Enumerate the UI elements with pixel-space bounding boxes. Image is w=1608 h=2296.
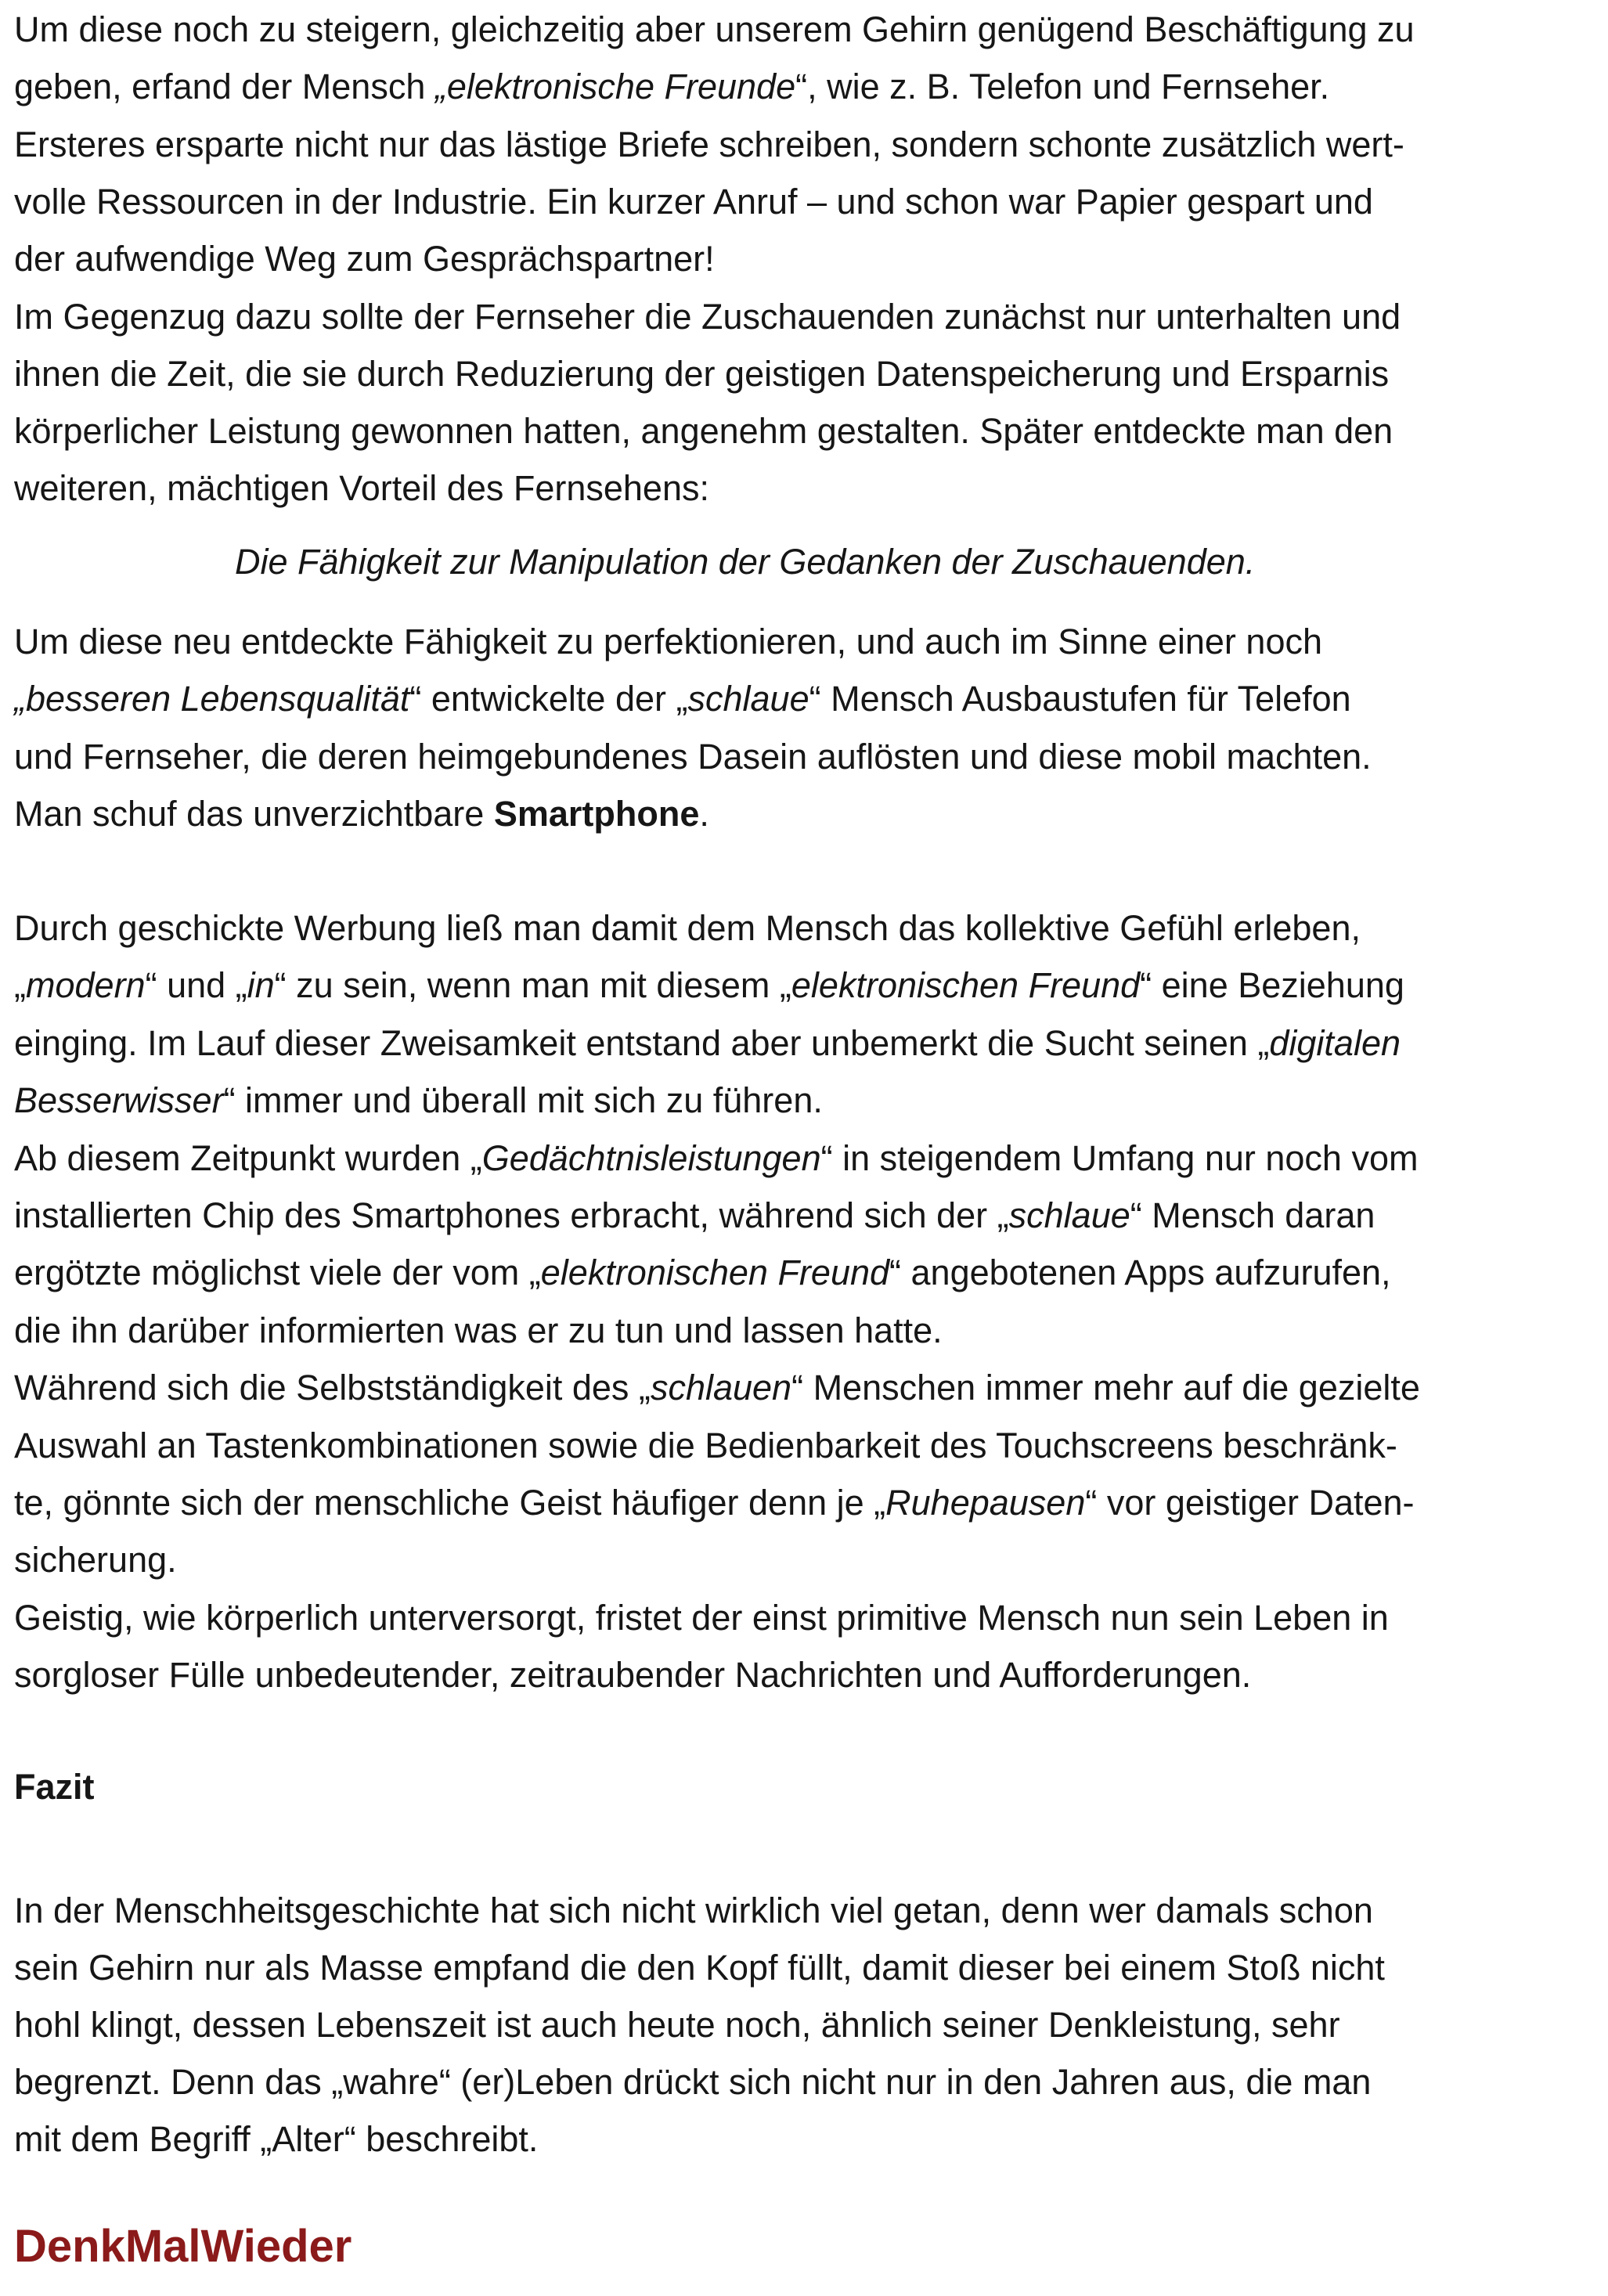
text-run: der aufwendige Weg zum Gesprächspartner! <box>14 239 715 279</box>
brand-signature: DenkMalWieder <box>14 2221 352 2272</box>
text-line <box>14 65 1329 109</box>
text-line <box>14 2118 538 2161</box>
text-run: In der Menschheitsgeschichte hat sich nicht wirklich viel getan, denn wer damals schon <box>14 1891 1373 1930</box>
text-line <box>14 1194 1375 1238</box>
text-line <box>14 2060 1371 2104</box>
heading-fazit: Fazit <box>14 1767 95 1807</box>
text-line <box>14 964 1404 1007</box>
italic-text: „elektronische Freunde <box>434 67 796 107</box>
text-line <box>14 1079 823 1123</box>
text-run: Während sich die Selbstständigkeit des „ <box>14 1368 651 1408</box>
text-run: “ in steigendem Umfang nur noch vom <box>820 1137 1419 1178</box>
text-run: Durch geschickte Werbung ließ man damit dem Mensch das kollektive Gefühl erleben, <box>14 908 1361 948</box>
text-run: “ eine Beziehung <box>1140 965 1404 1006</box>
italic-text: Besserwisser <box>14 1080 224 1121</box>
text-run: geben, erfand der Mensch <box>14 67 435 107</box>
text-line <box>14 677 1351 721</box>
text-run: “ Mensch daran <box>1130 1195 1375 1235</box>
text-line <box>14 1309 943 1353</box>
text-line <box>14 1366 1420 1410</box>
text-run: mit dem Begriff „Alter“ beschreibt. <box>14 2119 539 2159</box>
text-run: ihnen die Zeit, die sie durch Reduzierung der geistigen Datenspeicherung und Ersparnis <box>14 353 1390 394</box>
text-run: te, gönnte sich der menschliche Geist häufiger denn je „ <box>14 1483 886 1523</box>
text-line <box>14 1022 1401 1065</box>
text-run: volle Ressourcen in der Industrie. Ein kurzer Anruf – und schon war Papier gespart und <box>14 181 1373 222</box>
italic-text: Ruhepausen <box>885 1483 1086 1523</box>
italic-text: digitalen <box>1269 1022 1401 1063</box>
text-line <box>14 1596 1389 1640</box>
text-line <box>14 409 1393 453</box>
text-run: sorgloser Fülle unbedeutender, zeitraubender Nachrichten und Aufforderungen. <box>14 1655 1252 1696</box>
italic-text: in <box>247 965 275 1006</box>
text-run: “ immer und überall mit sich zu führen. <box>223 1080 823 1121</box>
text-run: installierten Chip des Smartphones erbracht, während sich der „ <box>14 1195 1009 1235</box>
text-run: körperlicher Leistung gewonnen hatten, angenehm gestalten. Später entdeckte man den <box>14 411 1393 452</box>
text-run: “, wie z. B. Telefon und Fernseher. <box>795 67 1330 107</box>
text-run: Ersteres ersparte nicht nur das lästige Briefe schreiben, sondern schonte zusätzlich wert- <box>14 124 1404 164</box>
text-run: Um diese neu entdeckte Fähigkeit zu perfektionieren, und auch im Sinne einer noch <box>14 622 1322 661</box>
text-run: weiteren, mächtigen Vorteil des Fernsehens: <box>14 468 709 509</box>
text-run: Im Gegenzug dazu sollte der Fernseher die Zuschauenden zunächst nur unterhalten und <box>14 296 1401 337</box>
text-run: “ zu sein, wenn man mit diesem „ <box>274 965 791 1006</box>
text-line <box>14 735 1372 779</box>
text-run: einging. Im Lauf dieser Zweisamkeit entstand aber unbemerkt die Sucht seinen „ <box>14 1022 1270 1063</box>
text-line <box>14 1424 1397 1468</box>
text-run: begrenzt. Denn das „wahre“ (er)Leben drückt sich nicht nur in den Jahren aus, die man <box>14 2062 1372 2102</box>
text-line <box>14 1653 1251 1697</box>
text-run: “ Menschen immer mehr auf die gezielte <box>791 1368 1420 1408</box>
text-run: die ihn darüber informierten was er zu tun und lassen hatte. <box>14 1310 943 1350</box>
text-line <box>14 620 1322 664</box>
italic-text: „besseren Lebensqualität <box>14 679 410 719</box>
text-line <box>14 295 1401 339</box>
text-run: Man schuf das unverzichtbare <box>14 793 494 834</box>
text-run: und Fernseher, die deren heimgebundenes Dasein auflösten und diese mobil machten. <box>14 736 1372 777</box>
text-run: Um diese noch zu steigern, gleichzeitig aber unserem Gehirn genügend Beschäftigung zu <box>14 9 1415 49</box>
text-line <box>14 792 709 836</box>
text-run: ergötzte möglichst viele der vom „ <box>14 1253 541 1293</box>
text-line <box>14 1137 1418 1180</box>
italic-text: elektronischen Freund <box>540 1253 890 1293</box>
text-run: “ angebotenen Apps aufzurufen, <box>889 1253 1391 1293</box>
text-line <box>14 1946 1385 1990</box>
text-run: Geistig, wie körperlich unterversorgt, fristet der einst primitive Mensch nun sein Leben in <box>14 1597 1389 1638</box>
text-run: . <box>699 793 709 834</box>
text-run: Ab diesem Zeitpunkt wurden „ <box>14 1137 482 1178</box>
text-run: “ und „ <box>145 965 247 1006</box>
text-line <box>14 907 1361 950</box>
text-run: “ entwickelte der „ <box>409 679 688 719</box>
italic-text: modern <box>26 965 146 1006</box>
text-run: hohl klingt, dessen Lebenszeit ist auch heute noch, ähnlich seiner Denkleistung, sehr <box>14 2005 1340 2045</box>
text-run: sicherung. <box>14 1540 177 1581</box>
text-line <box>14 1889 1373 1933</box>
italic-text: schlaue <box>687 679 809 719</box>
italic-text: elektronischen Freund <box>791 965 1141 1006</box>
centered-quote: Die Fähigkeit zur Manipulation der Gedanken der Zuschauenden. <box>235 542 1256 582</box>
text-line <box>14 1251 1391 1295</box>
text-run: “ Mensch Ausbaustufen für Telefon <box>809 679 1351 719</box>
text-run: “ vor geistiger Daten- <box>1085 1483 1415 1523</box>
text-line <box>14 237 715 281</box>
text-line <box>14 8 1415 52</box>
text-line <box>14 123 1404 167</box>
italic-text: Gedächtnisleistungen <box>481 1137 821 1178</box>
text-line <box>14 352 1389 396</box>
italic-text: schlauen <box>650 1368 792 1408</box>
text-line <box>14 1481 1415 1525</box>
text-run: Auswahl an Tastenkombinationen sowie die Bedienbarkeit des Touchscreens beschränk- <box>14 1425 1397 1465</box>
text-run: sein Gehirn nur als Masse empfand die den Kopf füllt, damit dieser bei einem Stoß nicht <box>14 1948 1385 1988</box>
bold-text: Smartphone <box>493 793 700 834</box>
text-run: „ <box>14 965 26 1006</box>
text-line <box>14 467 709 510</box>
text-line <box>14 2003 1340 2047</box>
text-line <box>14 180 1373 224</box>
text-line <box>14 1538 177 1582</box>
italic-text: schlaue <box>1008 1195 1130 1235</box>
